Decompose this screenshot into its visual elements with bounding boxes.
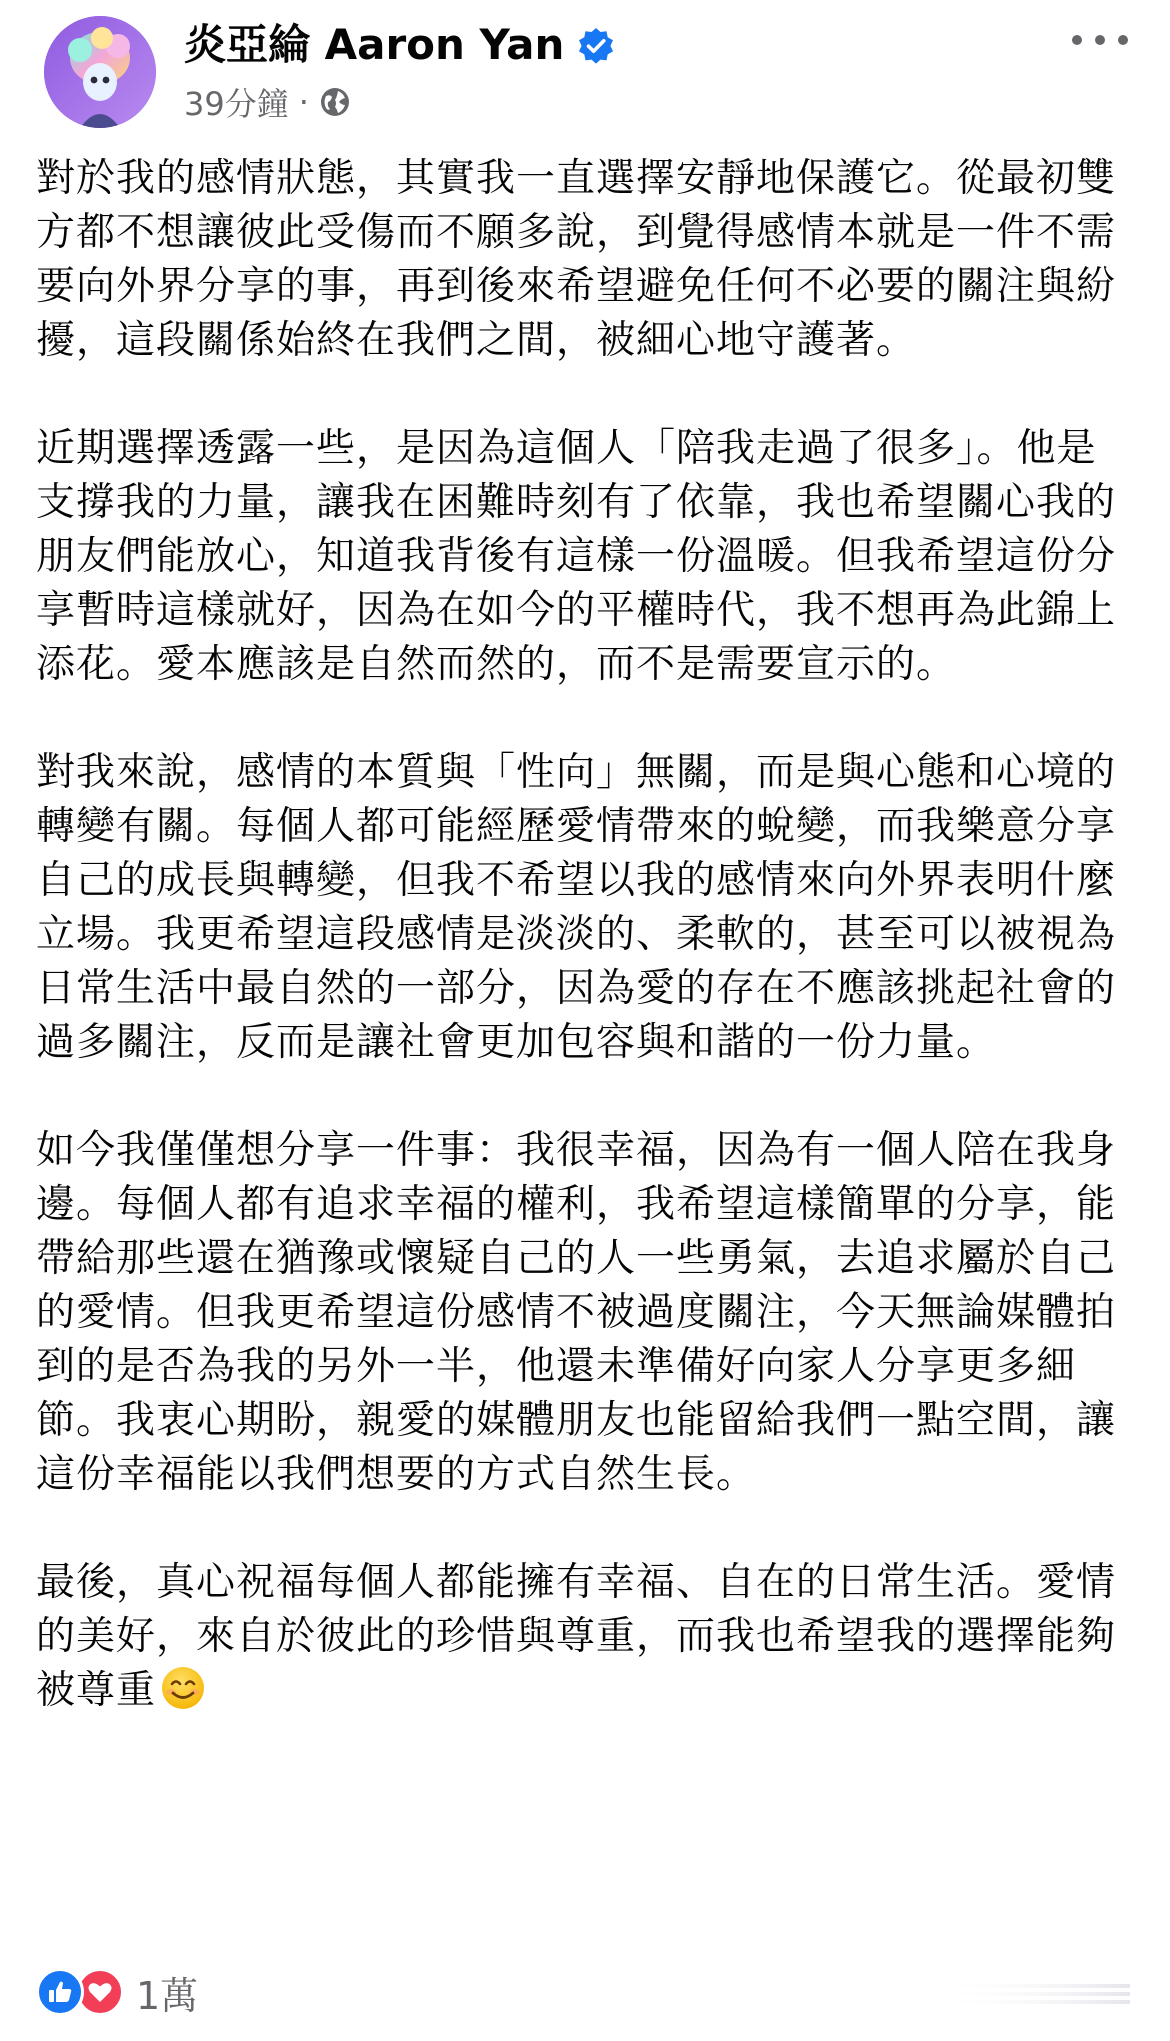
post-paragraph: 如今我僅僅想分享一件事：我很幸福，因為有一個人陪在我身邊。每個人都有追求幸福的權利，我希望這樣簡單的分享，能帶給那些還在猶豫或懷疑自己的人一些勇氣，去追求屬於自己的愛情。但我更希望這份感情不被過度關注，今天無論媒體拍到的是否為我的另外一半，他還未準備好向家人分享更多細節。我衷心期盼，親愛的媒體朋友也能留給我們一點空間，讓這份幸福能以我們想要的方式自然生長。 — [36, 1128, 1117, 1497]
post-body — [36, 152, 1136, 1718]
author-name-text[interactable]: 炎亞綸 Aaron Yan — [184, 20, 565, 69]
post-paragraph: 對於我的感情狀態，其實我一直選擇安靜地保護它。從最初雙方都不想讓彼此受傷而不願多說，到覺得感情本就是一件不需要向外界分享的事，再到後來希望避免任何不必要的關注與紛擾，這段關係始終在我們之間，被細心地守護著。 — [36, 156, 1117, 363]
more-horizontal-icon-dot — [1095, 35, 1105, 45]
post-meta — [184, 80, 351, 124]
post-timestamp[interactable]: 39分鐘 — [184, 85, 289, 123]
comments-bar-graphic — [930, 1978, 1130, 2008]
like-icon — [36, 1968, 84, 2016]
meta-separator: · — [298, 83, 309, 121]
more-horizontal-icon — [1072, 35, 1082, 45]
more-options-button[interactable] — [1072, 26, 1128, 54]
post-paragraph-last — [36, 1556, 1136, 1718]
avatar[interactable] — [44, 16, 156, 128]
post-paragraph: 對我來說，感情的本質與「性向」無關，而是與心態和心境的轉變有關。每個人都可能經歷愛情帶來的蛻變，而我樂意分享自己的成長與轉變，但我不希望以我的感情來向外界表明什麼立場。我更希望這段感情是淡淡的、柔軟的，甚至可以被視為日常生活中最自然的一部分，因為愛的存在不應該挑起社會的過多關注，反而是讓社會更加包容與和諧的一份力量。 — [36, 750, 1117, 1065]
post-paragraph: 近期選擇透露一些，是因為這個人「陪我走過了很多」。他是支撐我的力量，讓我在困難時刻有了依靠，我也希望關心我的朋友們能放心，知道我背後有這樣一份溫暖。但我希望這份分享暫時這樣就好，因為在如今的平權時代，我不想再為此錦上添花。愛本應該是自然而然的，而不是需要宣示的。 — [36, 426, 1117, 687]
post-paragraph-text: 最後，真心祝福每個人都能擁有幸福、自在的日常生活。愛情的美好，來自於彼此的珍惜與尊重，而我也希望我的選擇能夠被尊重 — [36, 1560, 1117, 1713]
more-horizontal-icon-dot — [1118, 35, 1128, 45]
post-header — [0, 0, 1170, 140]
globe-icon[interactable] — [319, 86, 351, 118]
verified-badge-icon — [576, 25, 616, 65]
avatar-illustration — [44, 16, 156, 128]
author-name[interactable] — [184, 18, 616, 72]
smiling-face-emoji — [160, 1665, 206, 1711]
reaction-count[interactable]: 1萬 — [136, 1973, 199, 2018]
reactions-summary[interactable] — [36, 1964, 198, 2020]
comments-bar[interactable] — [930, 1978, 1130, 2008]
